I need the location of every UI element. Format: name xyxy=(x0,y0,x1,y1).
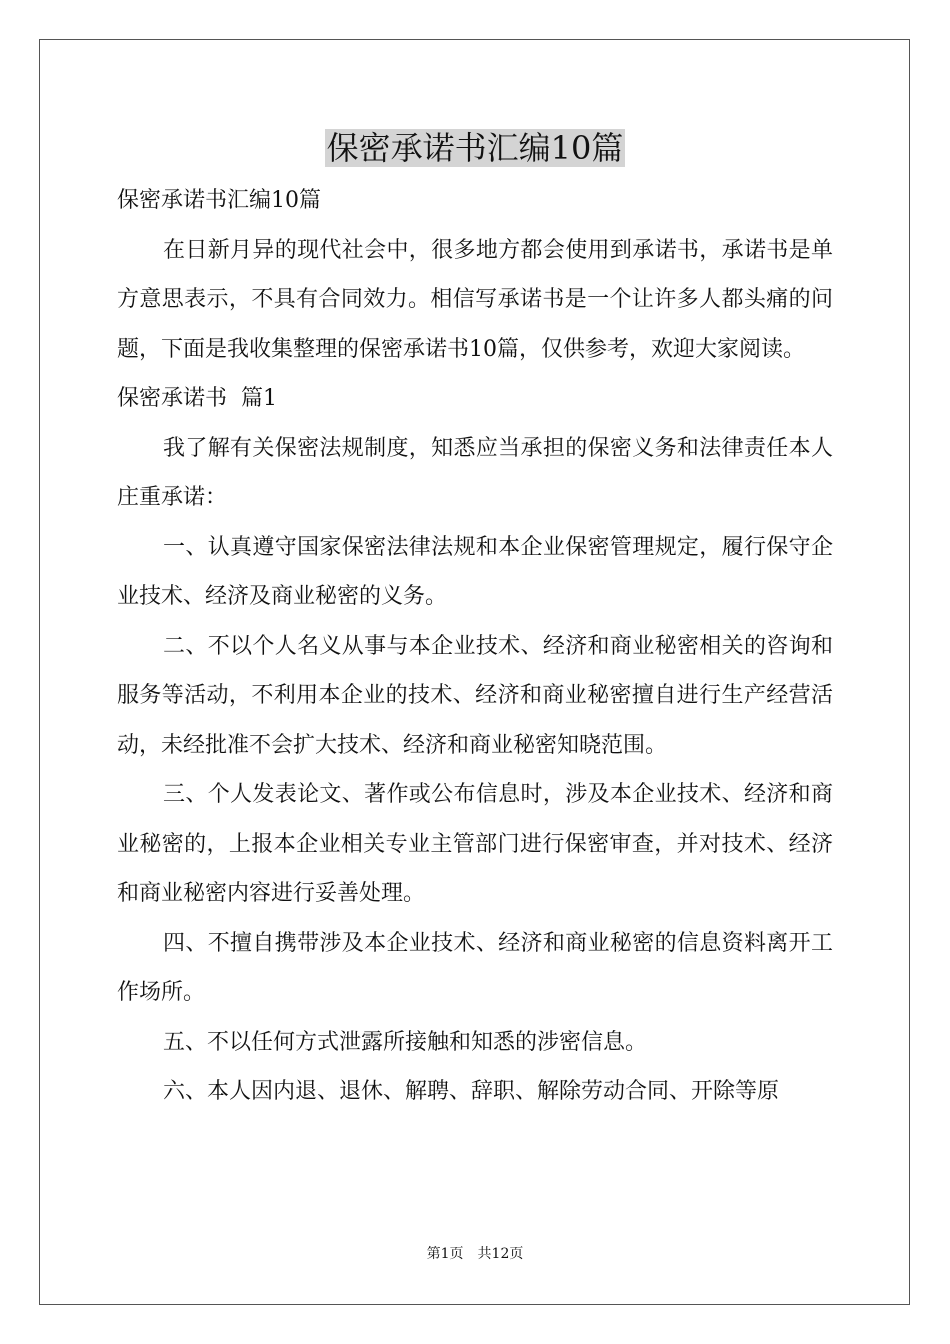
paragraph-item-5: 五、不以任何方式泄露所接触和知悉的涉密信息。 xyxy=(163,1029,648,1055)
page-footer xyxy=(0,1244,950,1264)
document-title-text: 保密承诺书汇编10篇 xyxy=(326,129,624,167)
paragraph-item-6: 六、本人因内退、退休、解聘、辞职、解除劳动合同、开除等原 xyxy=(163,1079,780,1104)
page-total: 共12页 xyxy=(477,1246,524,1262)
intro-paragraph: 在日新月异的现代社会中，很多地方都会使用到承诺书，承诺书是单方意思表示，不具有合同效力。相信写承诺书是一个让许多人都头痛的问题，下面是我收集整理的保密承诺书10篇，仅供参考，欢迎大家阅读。 xyxy=(117,237,833,362)
document-subtitle: 保密承诺书汇编10篇 xyxy=(117,188,321,213)
paragraph-pledge-intro: 我了解有关保密法规制度，知悉应当承担的保密义务和法律责任本人庄重承诺： xyxy=(117,435,833,510)
paragraph-item-4: 四、不擅自携带涉及本企业技术、经济和商业秘密的信息资料离开工作场所。 xyxy=(117,930,833,1005)
paragraph-item-3: 三、个人发表论文、著作或公布信息时，涉及本企业技术、经济和商业秘密的，上报本企业相关专业主管部门进行保密审查，并对技术、经济和商业秘密内容进行妥善处理。 xyxy=(117,782,833,906)
paragraph-item-1: 一、认真遵守国家保密法律法规和本企业保密管理规定，履行保守企业技术、经济及商业秘密的义务。 xyxy=(117,534,833,609)
paragraph-item-2: 二、不以个人名义从事与本企业技术、经济和商业秘密相关的咨询和服务等活动，不利用本企业的技术、经济和商业秘密擅自进行生产经营活动，未经批准不会扩大技术、经济和商业秘密知晓范围。 xyxy=(117,633,833,758)
section-heading: 保密承诺书 篇1 xyxy=(117,386,277,411)
page-number: 第1页 xyxy=(426,1246,464,1262)
document-title xyxy=(0,124,950,172)
document-body xyxy=(117,176,833,1117)
